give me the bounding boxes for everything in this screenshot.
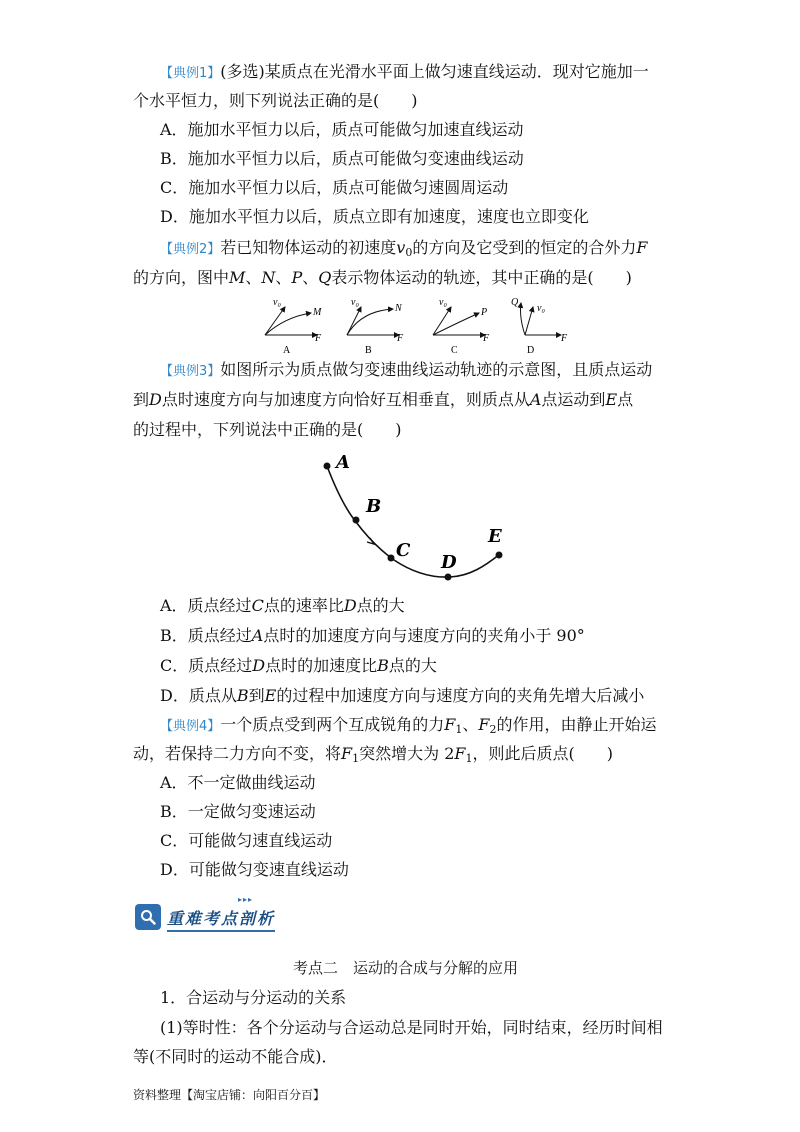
symbol-e: E — [605, 390, 618, 409]
trajectory-options-figure — [255, 295, 585, 357]
example-4-question-line2 — [133, 742, 613, 771]
example-tag: 【典例4】 — [160, 719, 221, 734]
label-b: B — [366, 496, 382, 517]
section-heading: 考点二 运动的合成与分解的应用 — [293, 959, 519, 977]
symbol-f: F — [636, 238, 648, 257]
option-text: D．质点从 — [160, 686, 237, 705]
separator: 、 — [245, 268, 262, 287]
question-text: 如图所示为质点做匀变速曲线运动轨迹的示意图，且质点运动 — [220, 360, 653, 379]
symbol-f: F — [478, 715, 490, 734]
figure-option-c — [433, 297, 490, 356]
point-d — [445, 574, 452, 581]
trajectory-label: M — [313, 307, 322, 318]
option-text: B．质点经过 — [160, 626, 252, 645]
example-tag: 【典例3】 — [160, 364, 221, 379]
magnifier-icon — [135, 904, 161, 930]
symbol-d: D — [149, 390, 162, 409]
example-4-option-a: A．不一定做曲线运动 — [160, 773, 316, 792]
figure-caption: B — [365, 345, 372, 356]
option-text: A．质点经过 — [160, 596, 252, 615]
force-label: F — [561, 333, 568, 344]
option-text: 点时的加速度方向与速度方向的夹角小于 90° — [263, 626, 585, 645]
v0-label: v₀ — [273, 297, 281, 308]
option-text: 点时的加速度比 — [265, 656, 378, 675]
figure-caption: D — [527, 345, 535, 356]
subscript: 1 — [352, 752, 360, 765]
symbol-d: D — [252, 656, 266, 675]
symbol-f: F — [454, 744, 466, 763]
force-label: F — [483, 333, 490, 344]
separator: 、 — [275, 268, 292, 287]
point-c — [388, 555, 395, 562]
label-e: E — [488, 526, 502, 547]
example-3-option-c — [160, 654, 437, 678]
force-label: F — [397, 333, 404, 344]
option-text: 点的速率比 — [263, 596, 344, 615]
figure-caption: C — [451, 345, 458, 356]
section-item-1: 1．合运动与分运动的关系 — [160, 988, 347, 1007]
option-text: C．质点经过 — [160, 656, 253, 675]
example-1-question-line2: 个水平恒力，则下列说法正确的是( ) — [133, 91, 418, 110]
question-text: 突然增大为 2 — [359, 744, 455, 763]
question-text: (多选)某质点在光滑水平面上做匀速直线运动．现对它施加一 — [220, 62, 649, 81]
trajectory-path — [265, 313, 311, 335]
option-text: 的过程中加速度方向与速度方向的夹角先增大后减小 — [276, 686, 645, 705]
symbol-b: B — [236, 686, 249, 705]
subscript: 2 — [489, 723, 497, 736]
separator: 、 — [302, 268, 319, 287]
section-banner — [135, 894, 276, 930]
figure-option-b — [347, 297, 404, 356]
symbol-b: B — [377, 656, 389, 675]
symbol-v: v — [396, 238, 406, 257]
point-a — [324, 463, 331, 470]
force-label: F — [315, 333, 322, 344]
question-text: 一个质点受到两个互成锐角的力 — [220, 715, 445, 734]
example-tag: 【典例1】 — [160, 66, 221, 81]
question-text: 表示物体运动的轨迹，其中正确的是( ) — [331, 268, 632, 287]
symbol-a: A — [529, 390, 542, 409]
example-1-question-line1 — [160, 60, 649, 86]
question-text: 动，若保持二力方向不变，将 — [133, 744, 342, 763]
banner-title: 重难考点剖析 — [167, 908, 276, 928]
trajectory-label: P — [481, 307, 488, 318]
example-3-question-line3: 的过程中，下列说法中正确的是( ) — [133, 420, 402, 439]
section-paragraph-line1: (1)等时性：各个分运动与合运动总是同时开始，同时结束，经历时间相 — [160, 1018, 663, 1037]
example-4-option-d: D．可能做匀变速直线运动 — [160, 860, 349, 879]
symbol-q: Q — [318, 268, 332, 287]
banner-underline — [167, 930, 275, 932]
example-2-question-line2 — [133, 266, 632, 290]
symbol-c: C — [251, 596, 264, 615]
triangle-arrows-icon: ▸▸▸ — [237, 894, 254, 904]
example-3-option-b — [160, 624, 585, 648]
option-text: 点的大 — [356, 596, 405, 615]
example-4-question-line1 — [160, 713, 657, 742]
option-text: 点的大 — [388, 656, 437, 675]
figure-caption: A — [283, 345, 291, 356]
question-text: 若已知物体运动的初速度 — [220, 238, 397, 257]
example-2-question-line1 — [160, 236, 647, 265]
question-text: 到 — [133, 390, 150, 409]
question-text: 点运动到 — [541, 390, 606, 409]
separator: 、 — [462, 715, 479, 734]
symbol-e: E — [264, 686, 277, 705]
point-e — [496, 552, 503, 559]
velocity-arrow — [265, 307, 285, 335]
trajectory-label: Q — [511, 297, 519, 308]
label-d: D — [441, 552, 457, 573]
example-3-question-line1 — [160, 358, 652, 384]
symbol-f: F — [444, 715, 456, 734]
symbol-d: D — [343, 596, 357, 615]
label-a: A — [336, 452, 350, 473]
question-text: 点 — [617, 390, 634, 409]
question-text: 的方向及它受到的恒定的合外力 — [412, 238, 637, 257]
trajectory-path — [521, 303, 526, 335]
question-text: 的方向，图中 — [133, 268, 230, 287]
trajectory-label: N — [395, 303, 402, 314]
subscript: 1 — [455, 723, 463, 736]
symbol-f: F — [341, 744, 353, 763]
question-text: 的作用，由静止开始运 — [496, 715, 657, 734]
label-c: C — [396, 540, 411, 561]
example-1-option-b: B．施加水平恒力以后，质点可能做匀变速曲线运动 — [160, 149, 524, 168]
example-1-option-d: D．施加水平恒力以后，质点立即有加速度，速度也立即变化 — [160, 207, 589, 226]
subscript: 1 — [465, 752, 473, 765]
example-1-option-a: A．施加水平恒力以后，质点可能做匀加速直线运动 — [160, 120, 524, 139]
symbol-p: P — [291, 268, 303, 287]
symbol-n: N — [261, 268, 276, 287]
example-3-option-d — [160, 684, 644, 708]
point-b — [353, 517, 360, 524]
v0-label: v₀ — [537, 303, 545, 314]
question-text: 点时速度方向与加速度方向恰好互相垂直，则质点从 — [161, 390, 530, 409]
example-3-question-line2 — [133, 388, 633, 412]
v0-label: v₀ — [351, 297, 359, 308]
footer-note: 资料整理【淘宝店铺：向阳百分百】 — [133, 1088, 326, 1102]
question-text: ，则此后质点( ) — [472, 744, 614, 763]
velocity-arrow — [525, 307, 533, 335]
figure-option-d — [511, 297, 568, 356]
symbol-a: A — [251, 626, 264, 645]
example-4-option-c: C．可能做匀速直线运动 — [160, 831, 333, 850]
subscript: 0 — [405, 246, 413, 259]
option-text: 到 — [248, 686, 265, 705]
example-tag: 【典例2】 — [160, 242, 221, 257]
v0-label: v₀ — [439, 297, 447, 308]
section-paragraph-line2: 等(不同时的运动不能合成)． — [133, 1047, 338, 1066]
figure-option-a — [265, 297, 322, 356]
example-4-option-b: B．一定做匀变速运动 — [160, 802, 316, 821]
example-1-option-c: C．施加水平恒力以后，质点可能做匀速圆周运动 — [160, 178, 509, 197]
example-3-option-a — [160, 594, 405, 618]
curved-trajectory-figure — [310, 450, 525, 585]
symbol-m: M — [229, 268, 246, 287]
